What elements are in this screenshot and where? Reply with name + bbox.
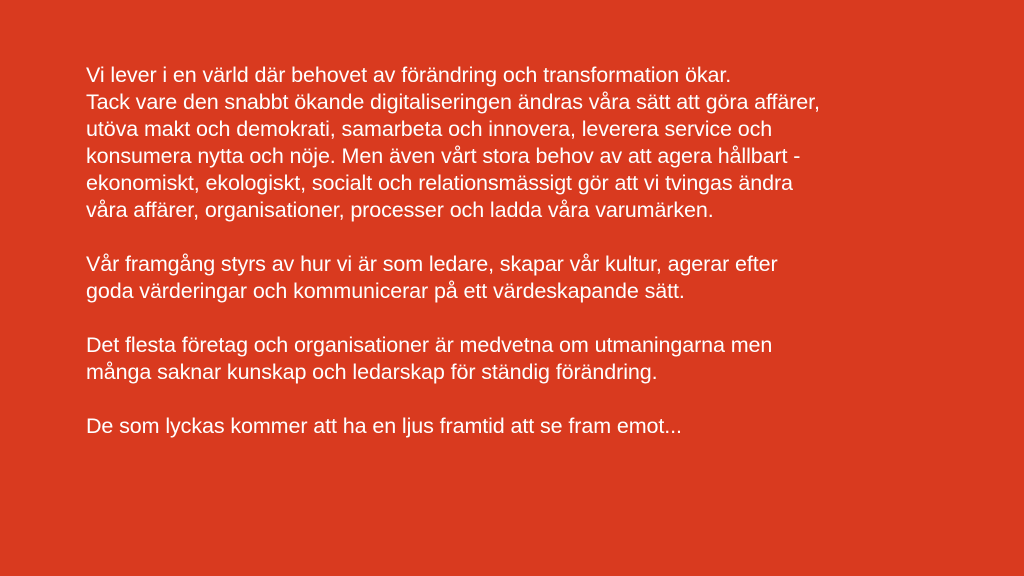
paragraph-spacer [86,305,986,332]
body-text [86,62,986,440]
text-line: De som lyckas kommer att ha en ljus framtid att se fram emot... [86,414,682,438]
paragraph-2 [86,251,986,305]
text-line: ekonomiskt, ekologiskt, socialt och relationsmässigt gör att vi tvingas ändra [86,171,793,195]
text-line: utöva makt och demokrati, samarbeta och innovera, leverera service och [86,117,773,141]
text-line: Det flesta företag och organisationer är medvetna om utmaningarna men [86,333,773,357]
text-line: många saknar kunskap och ledarskap för ständig förändring. [86,360,658,384]
text-line: goda värderingar och kommunicerar på ett värdeskapande sätt. [86,279,685,303]
text-line: Vi lever i en värld där behovet av förändring och transformation ökar. [86,63,732,87]
paragraph-4 [86,413,986,440]
text-line: konsumera nytta och nöje. Men även vårt stora behov av att agera hållbart - [86,144,801,168]
text-line: Tack vare den snabbt ökande digitaliseringen ändras våra sätt att göra affärer, [86,90,820,114]
paragraph-1 [86,62,986,224]
text-line: Vår framgång styrs av hur vi är som ledare, skapar vår kultur, agerar efter [86,252,778,276]
paragraph-3 [86,332,986,386]
paragraph-spacer [86,224,986,251]
text-line: våra affärer, organisationer, processer och ladda våra varumärken. [86,198,714,222]
paragraph-spacer [86,386,986,413]
